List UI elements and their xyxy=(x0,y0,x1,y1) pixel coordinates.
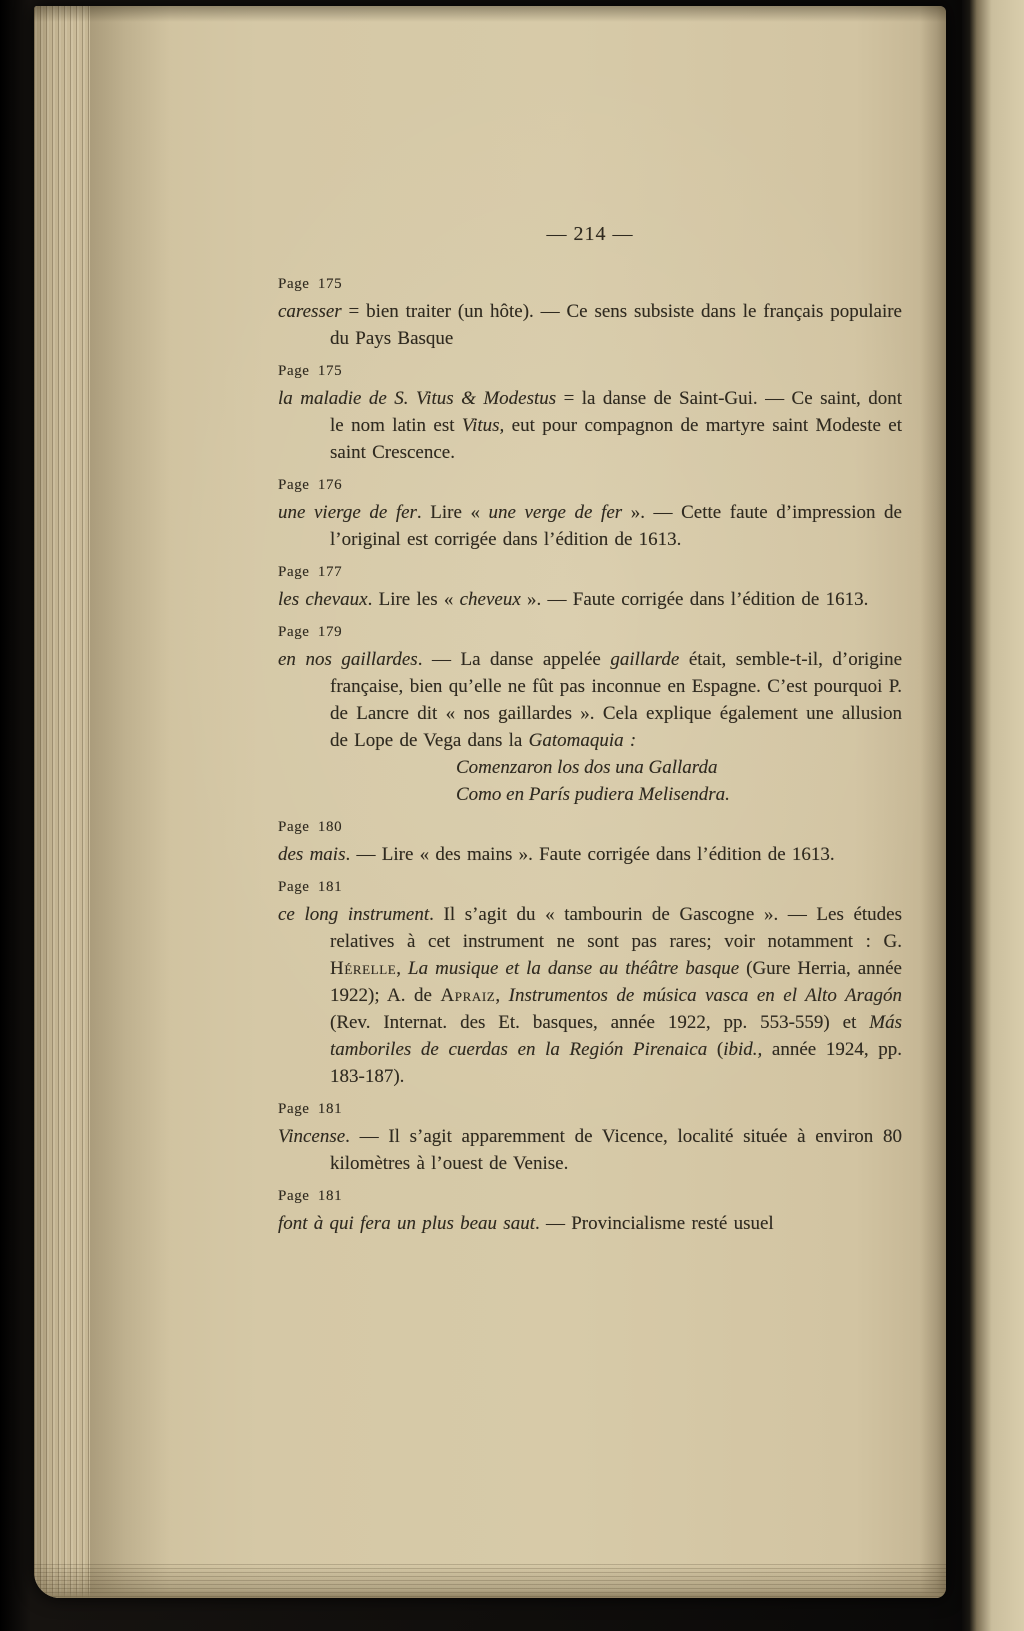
entry-page-reference: Page 179 xyxy=(278,624,343,640)
entry-text xyxy=(278,1210,902,1237)
entry-text xyxy=(278,1123,902,1177)
italic-text: ibid., xyxy=(723,1039,763,1060)
italic-text: la maladie de S. Vitus & Modestus xyxy=(278,388,557,409)
entry-text xyxy=(278,385,902,466)
italic-text: des mais xyxy=(278,844,346,865)
italic-text: caresser xyxy=(278,301,342,322)
small-caps-name: Hérelle xyxy=(330,958,397,979)
body-text: ( xyxy=(707,1039,724,1060)
entry-page-reference: Page 177 xyxy=(278,564,343,580)
entry-page-reference: Page 176 xyxy=(278,477,343,493)
body-text: . — La danse appelée xyxy=(417,649,611,670)
italic-text: les chevaux xyxy=(278,589,368,610)
annotation-entry xyxy=(278,1187,902,1237)
body-text: , xyxy=(495,985,509,1006)
body-text: (Gure Herria, année 1922); A. de xyxy=(330,958,902,1006)
body-text: , xyxy=(396,958,409,979)
entry-text xyxy=(278,646,902,754)
italic-text: gaillarde xyxy=(610,649,680,670)
body-text: . Lire « xyxy=(416,502,489,523)
body-text: . — Provincialisme resté usuel xyxy=(534,1213,774,1234)
annotation-entry xyxy=(278,1100,902,1177)
entry-page-reference: Page 181 xyxy=(278,1101,343,1117)
annotation-entry xyxy=(278,623,902,808)
small-caps-name: Apraiz xyxy=(440,985,496,1006)
page-content xyxy=(278,221,902,1237)
body-text: ». — Faute corrigée dans l’édition de 1613. xyxy=(520,589,869,610)
italic-text: une verge de fer xyxy=(488,502,623,523)
verse-line: Como en París pudiera Melisendra. xyxy=(456,784,730,805)
entry-page-reference: Page 175 xyxy=(278,276,343,292)
body-text: . Lire les « xyxy=(367,589,460,610)
gutter-shadow xyxy=(90,6,170,1598)
entry-text xyxy=(278,841,902,868)
body-text: . Il s’agit du « tambourin de Gascogne ». — Les études relatives à cet instrument ne sont pas rares; voir notamment : G. xyxy=(330,904,902,952)
italic-text: cheveux xyxy=(459,589,521,610)
body-text: ». — Cette faute d’impression de l’original est corrigée dans l’édition de 1613. xyxy=(330,502,902,550)
annotation-entry xyxy=(278,563,902,613)
annotation-entry xyxy=(278,362,902,466)
book-page xyxy=(34,6,946,1598)
verse-line: Comenzaron los dos una Gallarda xyxy=(456,757,718,778)
body-text: = bien traiter (un hôte). — Ce sens subsiste dans le français populaire du Pays Basque xyxy=(330,301,902,349)
italic-text: Vitus, xyxy=(461,415,505,436)
entry-text xyxy=(278,901,902,1090)
body-text: . — Lire « des mains ». Faute corrigée dans l’édition de 1613. xyxy=(345,844,835,865)
annotation-entry xyxy=(278,818,902,868)
top-edge-shadow xyxy=(34,6,946,22)
body-text: . — Il s’agit apparemment de Vicence, localité située à environ 80 kilomètres à l’ouest de Venise. xyxy=(330,1126,902,1174)
body-text: année 1924, pp. 183-187). xyxy=(330,1039,902,1087)
annotation-entry xyxy=(278,476,902,553)
italic-text: Gatomaquia : xyxy=(528,730,637,751)
annotation-entry xyxy=(278,275,902,352)
body-text: était, semble-t-il, d’origine française, bien qu’elle ne fût pas inconnue en Espagne. C’est pourquoi P. de Lancre dit « nos gaillardes ». Cela explique également une allusion de Lope de Vega dans la xyxy=(330,649,903,751)
entry-text xyxy=(278,499,902,553)
italic-text: Instrumentos de música vasca en el Alto Aragón xyxy=(508,985,902,1006)
italic-text: La musique et la danse au théâtre basque xyxy=(408,958,740,979)
body-text: eut pour compagnon de martyre saint Modeste et saint Crescence. xyxy=(330,415,902,463)
entry-text xyxy=(278,586,902,613)
body-text: (Rev. Internat. des Et. basques, année 1922, pp. 553-559) et xyxy=(330,1012,870,1033)
italic-text: en nos gaillardes xyxy=(278,649,418,670)
entry-text xyxy=(278,298,902,352)
body-text: = la danse de Saint-Gui. — Ce saint, dont le nom latin est xyxy=(330,388,902,436)
italic-text: une vierge de fer xyxy=(278,502,417,523)
page-edges-bottom xyxy=(34,1564,946,1598)
italic-text: Vincense xyxy=(278,1126,346,1147)
entry-page-reference: Page 175 xyxy=(278,363,343,379)
page-number: — 214 — xyxy=(546,223,634,245)
italic-text: font à qui fera un plus beau saut xyxy=(278,1213,535,1234)
next-page-edge xyxy=(962,0,1024,1631)
entry-page-reference: Page 181 xyxy=(278,1188,343,1204)
entries xyxy=(278,275,902,1237)
italic-text: Más tamboriles de cuerdas en la Región Pirenaica xyxy=(330,1012,902,1060)
entry-page-reference: Page 180 xyxy=(278,819,343,835)
page-edges-left xyxy=(34,6,90,1598)
italic-text: ce long instrument xyxy=(278,904,430,925)
right-edge-shadow xyxy=(920,6,946,1598)
entry-page-reference: Page 181 xyxy=(278,879,343,895)
annotation-entry xyxy=(278,878,902,1090)
